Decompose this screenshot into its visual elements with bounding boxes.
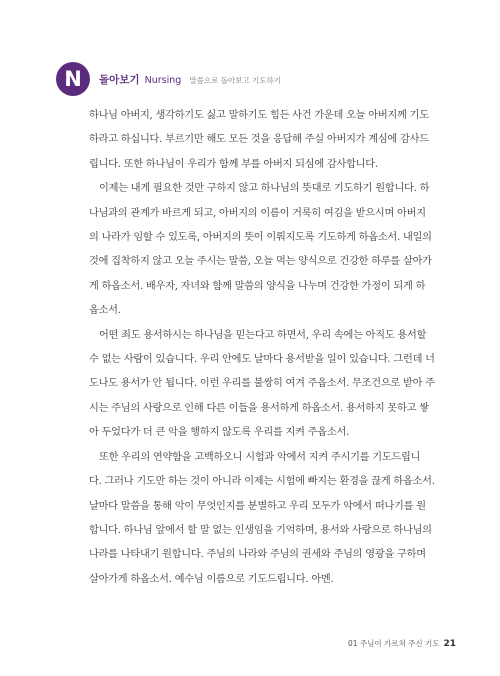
text-line: 날마다 말씀을 통해 악이 무엇인지를 분별하고 우리 모두가 악에서 떠나기를 원	[89, 500, 426, 512]
text-line: 수 없는 사람이 있습니다. 우리 안에도 날마다 용서받을 일이 있습니다. 그런데 너	[89, 354, 435, 366]
section-subtitle: 말씀으로 돌아보고 기도하기	[189, 76, 282, 85]
paragraph-1	[89, 104, 457, 177]
text-line: 또한 우리의 연약함을 고백하오니 시험과 악에서 지켜 주시기를 기도드립니	[99, 451, 421, 463]
text-line: 나라를 나타내기 원합니다. 주님의 나라와 주님의 권세와 주님의 영광을 구하며	[89, 549, 426, 561]
paragraph-2	[89, 177, 457, 323]
text-line: 합니다. 하나님 앞에서 할 말 없는 인생임을 기억하며, 용서와 사랑으로 하나님의	[89, 524, 432, 536]
page-number: 21	[443, 639, 456, 649]
text-line: 다. 그러나 기도만 하는 것이 아니라 이제는 시험에 빠지는 환경을 끊게 하옵소서.	[89, 476, 435, 488]
text-line: 것에 집착하지 않고 오늘 주시는 말씀, 오늘 먹는 양식으로 건강한 하루를 살아가	[89, 256, 432, 268]
text-line: 게 하옵소서. 배우자, 자녀와 함께 말씀의 양식을 나누며 건강한 가정이 되게 하	[89, 280, 426, 292]
text-line: 살아가게 하옵소서. 예수님 이름으로 기도드립니다. 아멘.	[89, 573, 334, 585]
section-title-english: Nursing	[144, 75, 182, 86]
text-line: 어떤 죄도 용서하시는 하나님을 믿는다고 하면서, 우리 속에는 아직도 용서할	[99, 329, 427, 341]
section-title-korean: 돌아보기	[99, 74, 140, 86]
running-footer-title: 01 주님이 가르쳐 주신 기도	[347, 639, 440, 648]
text-line: 나님과의 관계가 바르게 되고, 아버지의 이름이 거룩히 여김을 받으시며 아버지	[89, 207, 426, 219]
section-badge: N	[56, 62, 90, 96]
page-footer	[348, 638, 456, 649]
text-line: 립니다. 또한 하나님이 우리가 함께 부를 아버지 되심에 감사합니다.	[89, 158, 378, 170]
text-line: 옵소서.	[89, 305, 121, 317]
text-line: 아 두었다가 더 큰 악을 행하지 않도록 우리를 지켜 주옵소서.	[89, 427, 350, 439]
paragraph-3	[89, 324, 457, 446]
text-line: 의 나라가 임할 수 있도록, 아버지의 뜻이 이뤄지도록 기도하게 하옵소서. 내일의	[89, 232, 432, 244]
text-line: 하라고 하십니다. 부르기만 해도 모든 것을 응답해 주실 아버지가 계심에 감사드	[89, 134, 429, 146]
text-line: 하나님 아버지, 생각하기도 싫고 말하기도 힘든 사건 가운데 오늘 아버지께 기도	[89, 110, 429, 121]
prayer-body	[89, 104, 457, 592]
text-line: 도나도 용서가 안 됩니다. 이런 우리를 불쌍히 여겨 주옵소서. 무조건으로 받아 주	[89, 378, 435, 390]
paragraph-4	[89, 446, 457, 592]
page-header	[56, 62, 456, 96]
text-line: 시는 주님의 사랑으로 인해 다른 이들을 용서하게 하옵소서. 용서하지 못하고 쌓	[89, 402, 429, 414]
section-title	[99, 72, 281, 87]
text-line: 이제는 내게 필요한 것만 구하지 않고 하나님의 뜻대로 기도하기 원합니다. 하	[99, 183, 430, 195]
